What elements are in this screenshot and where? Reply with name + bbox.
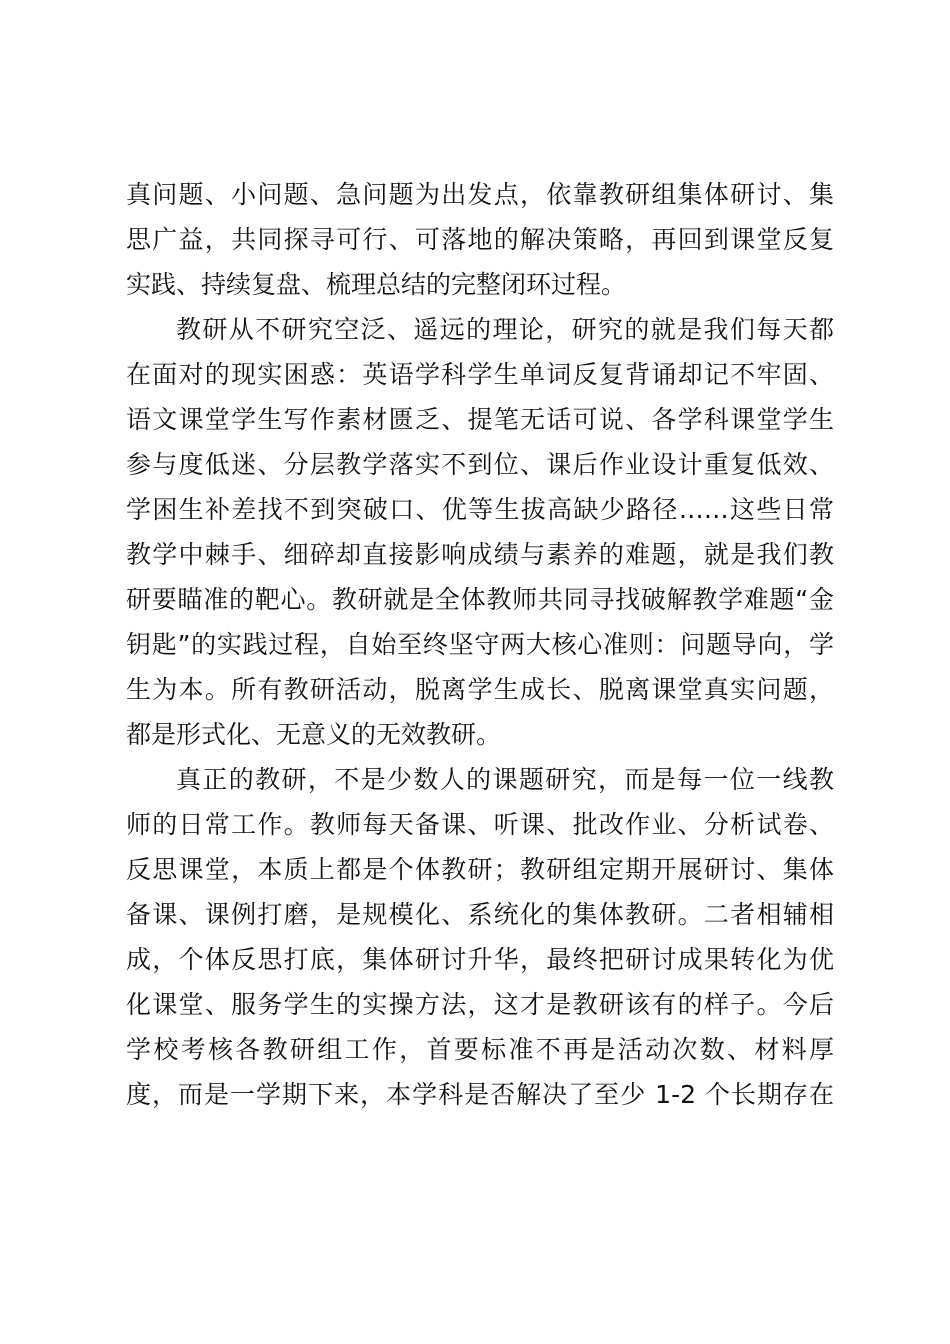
text-line: 度，而是一学期下来，本学科是否解决了至少 1-2 个长期存在	[126, 1080, 834, 1109]
text-line: 成，个体反思打底，集体研讨升华，最终把研讨成果转化为优	[126, 945, 834, 974]
text-line: 学校考核各教研组工作，首要标准不再是活动次数、材料厚	[126, 1035, 834, 1064]
body-text	[126, 172, 834, 1117]
text-line: 参与度低迷、分层教学落实不到位、课后作业设计重复低效、	[126, 450, 834, 479]
paragraph-first-line: 真正的教研，不是少数人的课题研究，而是每一位一线教	[176, 765, 834, 794]
text-line: 备课、课例打磨，是规模化、系统化的集体教研。二者相辅相	[126, 900, 834, 929]
text-line: 研要瞄准的靶心。教研就是全体教师共同寻找破解教学难题“金	[126, 585, 834, 614]
text-line: 实践、持续复盘、梳理总结的完整闭环过程。	[126, 270, 627, 299]
text-line: 教学中棘手、细碎却直接影响成绩与素养的难题，就是我们教	[126, 540, 834, 569]
text-line: 师的日常工作。教师每天备课、听课、批改作业、分析试卷、	[126, 810, 834, 839]
text-line: 化课堂、服务学生的实操方法，这才是教研该有的样子。今后	[126, 990, 834, 1019]
text-line: 钥匙”的实践过程，自始至终坚守两大核心准则：问题导向，学	[126, 630, 834, 659]
text-line: 语文课堂学生写作素材匮乏、提笔无话可说、各学科课堂学生	[126, 405, 834, 434]
text-line: 反思课堂，本质上都是个体教研；教研组定期开展研讨、集体	[126, 855, 834, 884]
text-line: 学困生补差找不到突破口、优等生拔高缺少路径……这些日常	[126, 495, 834, 524]
text-line: 思广益，共同探寻可行、可落地的解决策略，再回到课堂反复	[126, 225, 834, 254]
text-line: 真问题、小问题、急问题为出发点，依靠教研组集体研讨、集	[126, 180, 834, 209]
text-line: 在面对的现实困惑：英语学科学生单词反复背诵却记不牢固、	[126, 360, 834, 389]
text-line: 都是形式化、无意义的无效教研。	[126, 720, 502, 749]
text-line: 生为本。所有教研活动，脱离学生成长、脱离课堂真实问题，	[126, 675, 834, 704]
paragraph-first-line: 教研从不研究空泛、遥远的理论，研究的就是我们每天都	[176, 315, 834, 344]
